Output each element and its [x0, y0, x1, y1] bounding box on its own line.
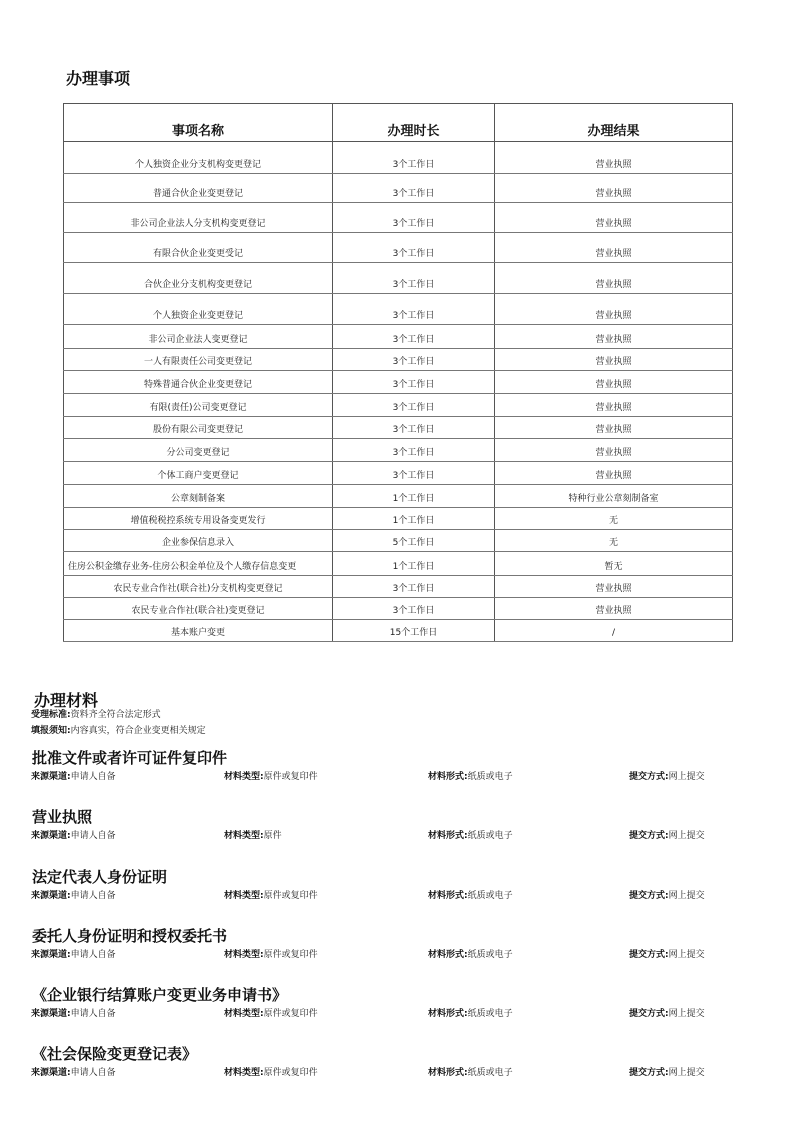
cell-duration: 3个工作日 — [333, 394, 495, 417]
material-source-value: 申请人自备 — [70, 831, 116, 841]
table-row — [64, 294, 733, 325]
cell-result: 无 — [495, 530, 733, 552]
cell-duration: 1个工作日 — [333, 552, 495, 576]
cell-item-name: 有限合伙企业变更受记 — [64, 233, 333, 263]
cell-item-name: 非公司企业法人分支机构变更登记 — [64, 203, 333, 233]
cell-item-name: 增值税税控系统专用设备变更发行 — [64, 508, 333, 530]
cell-result: 营业执照 — [495, 598, 733, 620]
table-header-row — [64, 104, 733, 142]
material-form-label: 材料形式: — [428, 831, 468, 841]
material-type-label: 材料类型: — [224, 950, 264, 960]
cell-item-name: 一人有限责任公司变更登记 — [64, 349, 333, 371]
header-duration: 办理时长 — [333, 104, 495, 142]
cell-item-name: 个体工商户变更登记 — [64, 462, 333, 485]
material-source — [31, 947, 116, 960]
cell-duration: 3个工作日 — [333, 294, 495, 325]
material-type-value: 原件 — [263, 831, 282, 841]
cell-duration: 3个工作日 — [333, 598, 495, 620]
material-source-value: 申请人自备 — [70, 891, 116, 901]
material-item — [0, 925, 793, 965]
table-row — [64, 530, 733, 552]
cell-result: 营业执照 — [495, 349, 733, 371]
material-source — [31, 769, 116, 782]
table-row — [64, 325, 733, 349]
material-type-value: 原件或复印件 — [263, 1068, 318, 1078]
material-submit — [629, 888, 705, 901]
fill-notice-label: 填报须知: — [31, 726, 71, 736]
table-row — [64, 576, 733, 598]
cell-duration: 3个工作日 — [333, 142, 495, 174]
material-form-label: 材料形式: — [428, 1009, 468, 1019]
cell-item-name: 有限(责任)公司变更登记 — [64, 394, 333, 417]
material-form-value: 纸质或电子 — [467, 950, 513, 960]
cell-result: 营业执照 — [495, 576, 733, 598]
material-submit — [629, 947, 705, 960]
material-form — [428, 769, 513, 782]
table-row — [64, 233, 733, 263]
cell-item-name: 分公司变更登记 — [64, 439, 333, 462]
material-form-label: 材料形式: — [428, 1068, 468, 1078]
fill-notice — [31, 723, 206, 736]
cell-result: / — [495, 620, 733, 642]
material-submit-value: 网上提交 — [668, 831, 705, 841]
items-table — [63, 103, 733, 642]
cell-item-name: 特殊普通合伙企业变更登记 — [64, 371, 333, 394]
material-source-label: 来源渠道: — [31, 831, 71, 841]
material-source-label: 来源渠道: — [31, 891, 71, 901]
table-row — [64, 394, 733, 417]
material-type-value: 原件或复印件 — [263, 950, 318, 960]
material-source — [31, 1065, 116, 1078]
cell-result: 营业执照 — [495, 174, 733, 203]
material-type-label: 材料类型: — [224, 831, 264, 841]
accept-standard-label: 受理标准: — [31, 710, 71, 720]
table-row — [64, 462, 733, 485]
material-submit-label: 提交方式: — [629, 1068, 669, 1078]
cell-item-name: 农民专业合作社(联合社)分支机构变更登记 — [64, 576, 333, 598]
material-submit-value: 网上提交 — [668, 1068, 705, 1078]
material-submit — [629, 828, 705, 841]
section-title-items: 办理事项 — [66, 69, 131, 88]
material-form-label: 材料形式: — [428, 950, 468, 960]
cell-item-name: 公章刻制备案 — [64, 485, 333, 508]
table-row — [64, 417, 733, 439]
cell-duration: 5个工作日 — [333, 530, 495, 552]
material-type-label: 材料类型: — [224, 891, 264, 901]
cell-duration: 1个工作日 — [333, 508, 495, 530]
cell-result: 营业执照 — [495, 462, 733, 485]
cell-result: 营业执照 — [495, 371, 733, 394]
material-name: 委托人身份证明和授权委托书 — [32, 927, 228, 945]
material-type-value: 原件或复印件 — [263, 1009, 318, 1019]
material-submit-value: 网上提交 — [668, 1009, 705, 1019]
material-source-value: 申请人自备 — [70, 1068, 116, 1078]
material-form — [428, 888, 513, 901]
cell-item-name: 个人独资企业分支机构变更登记 — [64, 142, 333, 174]
accept-standard-value: 资料齐全符合法定形式 — [70, 710, 161, 720]
material-form-value: 纸质或电子 — [467, 772, 513, 782]
material-form-value: 纸质或电子 — [467, 1009, 513, 1019]
cell-result: 营业执照 — [495, 417, 733, 439]
cell-duration: 3个工作日 — [333, 174, 495, 203]
material-submit — [629, 1006, 705, 1019]
header-item-name: 事项名称 — [64, 104, 333, 142]
material-form — [428, 947, 513, 960]
cell-result: 暂无 — [495, 552, 733, 576]
material-type — [224, 828, 282, 841]
cell-duration: 3个工作日 — [333, 371, 495, 394]
material-type — [224, 1006, 318, 1019]
table-row — [64, 203, 733, 233]
material-submit-label: 提交方式: — [629, 891, 669, 901]
material-source — [31, 888, 116, 901]
material-form-label: 材料形式: — [428, 772, 468, 782]
cell-duration: 3个工作日 — [333, 462, 495, 485]
table-row — [64, 552, 733, 576]
cell-duration: 3个工作日 — [333, 576, 495, 598]
material-form-value: 纸质或电子 — [467, 831, 513, 841]
cell-result: 营业执照 — [495, 394, 733, 417]
material-item — [0, 747, 793, 787]
material-name: 法定代表人身份证明 — [32, 868, 168, 886]
cell-duration: 1个工作日 — [333, 485, 495, 508]
cell-duration: 3个工作日 — [333, 439, 495, 462]
table-row — [64, 174, 733, 203]
section-title-materials: 办理材料 — [34, 691, 99, 710]
material-submit-value: 网上提交 — [668, 772, 705, 782]
material-item — [0, 984, 793, 1024]
material-type — [224, 947, 318, 960]
material-type — [224, 769, 318, 782]
cell-result: 营业执照 — [495, 233, 733, 263]
cell-item-name: 农民专业合作社(联合社)变更登记 — [64, 598, 333, 620]
cell-result: 营业执照 — [495, 263, 733, 294]
material-form-value: 纸质或电子 — [467, 1068, 513, 1078]
material-submit-label: 提交方式: — [629, 950, 669, 960]
table-row — [64, 349, 733, 371]
material-type-label: 材料类型: — [224, 1009, 264, 1019]
material-submit-value: 网上提交 — [668, 950, 705, 960]
material-item — [0, 1043, 793, 1083]
cell-result: 营业执照 — [495, 325, 733, 349]
cell-duration: 3个工作日 — [333, 263, 495, 294]
material-source-label: 来源渠道: — [31, 1068, 71, 1078]
cell-item-name: 企业参保信息录入 — [64, 530, 333, 552]
material-source-value: 申请人自备 — [70, 950, 116, 960]
material-form-value: 纸质或电子 — [467, 891, 513, 901]
material-item — [0, 806, 793, 846]
material-name: 《社会保险变更登记表》 — [32, 1045, 198, 1063]
cell-result: 营业执照 — [495, 142, 733, 174]
cell-result: 无 — [495, 508, 733, 530]
material-type — [224, 888, 318, 901]
material-name: 营业执照 — [32, 808, 93, 826]
cell-item-name: 住房公积金缴存业务-住房公积金单位及个人缴存信息变更 — [64, 552, 333, 576]
material-form — [428, 1006, 513, 1019]
material-name: 批准文件或者许可证件复印件 — [32, 749, 228, 767]
material-source — [31, 828, 116, 841]
cell-result: 营业执照 — [495, 294, 733, 325]
material-submit-label: 提交方式: — [629, 831, 669, 841]
material-submit-label: 提交方式: — [629, 1009, 669, 1019]
material-item — [0, 866, 793, 906]
cell-item-name: 非公司企业法人变更登记 — [64, 325, 333, 349]
cell-duration: 3个工作日 — [333, 233, 495, 263]
material-source-label: 来源渠道: — [31, 1009, 71, 1019]
material-source-value: 申请人自备 — [70, 772, 116, 782]
table-row — [64, 439, 733, 462]
cell-item-name: 股份有限公司变更登记 — [64, 417, 333, 439]
cell-result: 营业执照 — [495, 439, 733, 462]
material-name: 《企业银行结算账户变更业务申请书》 — [32, 986, 288, 1004]
material-source-value: 申请人自备 — [70, 1009, 116, 1019]
accept-standard — [31, 707, 161, 720]
table-row — [64, 371, 733, 394]
material-form — [428, 828, 513, 841]
material-type — [224, 1065, 318, 1078]
cell-item-name: 普通合伙企业变更登记 — [64, 174, 333, 203]
cell-duration: 3个工作日 — [333, 203, 495, 233]
table-row — [64, 620, 733, 642]
cell-result: 营业执照 — [495, 203, 733, 233]
header-result: 办理结果 — [495, 104, 733, 142]
material-source — [31, 1006, 116, 1019]
cell-duration: 3个工作日 — [333, 349, 495, 371]
table-row — [64, 485, 733, 508]
material-type-value: 原件或复印件 — [263, 891, 318, 901]
table-row — [64, 508, 733, 530]
table-row — [64, 598, 733, 620]
cell-item-name: 合伙企业分支机构变更登记 — [64, 263, 333, 294]
material-type-value: 原件或复印件 — [263, 772, 318, 782]
material-submit-label: 提交方式: — [629, 772, 669, 782]
material-submit — [629, 1065, 705, 1078]
fill-notice-value: 内容真实，符合企业变更相关规定 — [70, 726, 206, 736]
cell-item-name: 个人独资企业变更登记 — [64, 294, 333, 325]
material-submit-value: 网上提交 — [668, 891, 705, 901]
material-submit — [629, 769, 705, 782]
cell-item-name: 基本账户变更 — [64, 620, 333, 642]
table-row — [64, 142, 733, 174]
material-type-label: 材料类型: — [224, 1068, 264, 1078]
material-source-label: 来源渠道: — [31, 772, 71, 782]
cell-duration: 3个工作日 — [333, 325, 495, 349]
table-row — [64, 263, 733, 294]
cell-duration: 3个工作日 — [333, 417, 495, 439]
material-type-label: 材料类型: — [224, 772, 264, 782]
material-form-label: 材料形式: — [428, 891, 468, 901]
material-form — [428, 1065, 513, 1078]
cell-duration: 15个工作日 — [333, 620, 495, 642]
material-source-label: 来源渠道: — [31, 950, 71, 960]
cell-result: 特种行业公章刻制备室 — [495, 485, 733, 508]
